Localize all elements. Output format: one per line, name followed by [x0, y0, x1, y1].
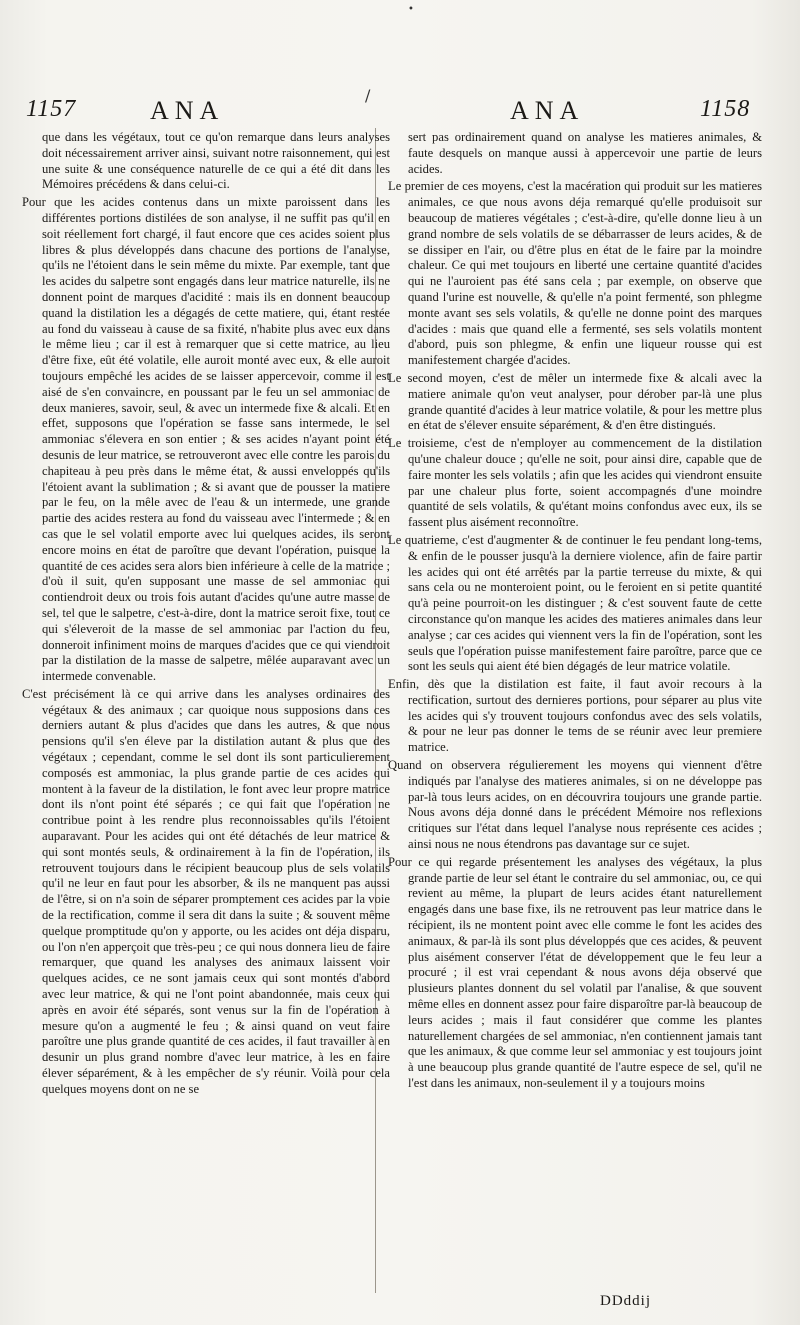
ink-speck: • [408, 4, 414, 15]
right-column [388, 130, 762, 1094]
paragraph: C'est précisément là ce qui arrive dans les analyses ordinaires des végétaux & des animaux ; car quoique nous supposions dans ces derniers autant & plus d'acides que dans les autres, & que nous pensions qu'il s'en éleve par la distilation autant & plus que des végétaux ; cependant, comme le sel dont ils sont particulierement composés est ammoniac, la plus grande partie de ces acides qui montent à la faveur de la distilation, le font avec leur propre matrice dont ils n'ont point été séparés ; ce qui fait que l'opération ne contribue point à les rendre plus reconnoissables qu'ils l'étoient auparavant. Pour les acides qui ont été détachés de leur matrice & qui sont montés seuls, & ordinairement à la fin de l'opération, ils retrouvent toujours dans le récipient beaucoup plus de sels volatils qu'il ne leur en faut pour les absorber, & ils ne manquent pas aussi de l'être, si on n'a soin de séparer promptement ces acides par la voie de la rectification, comme il sera dit dans la suite ; & souvent même quelque promptitude qu'on y apporte, ou les acides ont déja disparu, ou l'on n'en apperçoit que très-peu ; ce qui nous donnera lieu de faire remarquer, que quand les analyses des animaux laissent voir quelques acides, ce ne sont jamais ceux qui sont montés d'abord avec leur matrice, & qui ne l'ont point abandonnée, mais ceux qui après en avoir été séparés, sont venus sur la fin de l'opération à mesure qu'on a augmenté le feu ; & ainsi quand on veut faire paroître une plus grande quantité de ces acides, il faut travailler à en desunir un plus grand nombre d'avec leur matrice, à les en faire élever séparément, & à les empêcher de s'y réunir. Voilà pour cela quelques moyens dont on ne se [22, 686, 390, 1096]
paragraph: Pour que les acides contenus dans un mixte paroissent dans les différentes portions distilées de son analyse, il ne suffit pas qu'il en soit réellement fort chargé, il faut encore que ces acides soient plus libres & plus développés dans chacune des portions de l'analyse, qu'ils ne l'étoient dans le sein même du mixte. Par exemple, tant que les acides du salpetre sont engagés dans leur matrice naturelle, ils ne donnent point de marques d'acidité : mais ils en donnent beaucoup quand la distilation les a dégagés de cette matiere, qui, étant restée au fond du vaisseau à cause de sa fixité, n'habite plus avec eux dans le même lieu ; car il est à remarquer que si cette matrice, au lieu d'être fixe, eût été volatile, elle auroit monté avec eux, & elle auroit toujours empêché les acides de se laisser appercevoir, comme il est aisé de s'en convaincre, en poussant par le feu un sel ammoniac de deux manieres, savoir, seul, & avec un intermede fixe & alcali. Et en effet, supposons que l'opération se fasse sans intermede, le sel ammoniac s'élevera en son entier ; & ses acides n'ayant point été desunis de leur matrice, se retrouveront avec elle contre les parois du chapiteau à peu près dans le même état, & aussi enveloppés qu'ils l'étoient avant la sublimation ; & si avant que de pousser la matiere par le feu, on la mêle avec de l'eau & un intermede, une grande partie des acides restera au fond du vaisseau avec l'intermede ; & en cas que le sel volatil emporte avec lui quelques acides, ils seront encore moins en état de paroître que devant l'opération, puisque la quantité de ces acides sera alors bien inférieure à celle de la matrice ; d'où il suit, qu'en supposant une masse de sel ammoniac qui contiendroit deux ou trois fois autant d'acides qu'une autre masse de sel, tel que le salpetre, c'est-à-dire, dont la matrice seroit fixe, tout ce qui s'éleveroit de la masse de sel ammoniac par l'action du feu, donneroit infiniment moins de marques d'acides que ce qui viendroit par la distilation de la masse de salpetre, mêlée auparavant avec un intermede convenable. [22, 195, 390, 684]
paragraph: Le troisieme, c'est de n'employer au commencement de la distilation qu'une chaleur douce ; qu'elle ne soit, pour ainsi dire, capable que de faire monter les sels volatils ; afin que les acides qui viendront ensuite par une chaleur plus forte, soient accompagnés d'une moindre quantité de sels volatils, & qu'étant moins confondus avec eux, ils se fassent plus aisément reconnoître. [388, 436, 762, 530]
printer-signature: DDddij [600, 1293, 651, 1309]
left-column [22, 130, 390, 1100]
paragraph: Enfin, dès que la distilation est faite, il faut avoir recours à la rectification, surtout des dernieres portions, pour séparer au plus vite les acides qui s'y trouvent toujours confondus avec des sels volatils, & pour ne leur pas donner le tems de se réunir avec leur premiere matrice. [388, 677, 762, 755]
running-head-left: ANA [150, 96, 225, 125]
page-number-left: 1157 [26, 96, 77, 122]
paragraph: Quand on observera régulierement les moyens qui viennent d'être indiqués par l'analyse des matieres animales, si on ne développe pas par-là tous leurs acides, on en découvrira toujours une grande partie. Nous avons déja donné dans le précédent Mémoire nos reflexions critiques sur l'état dans lequel l'analyse nous représente ces acides ; ainsi nous ne nous étendrons pas davantage sur ce sujet. [388, 758, 762, 852]
paragraph: Le quatrieme, c'est d'augmenter & de continuer le feu pendant long-tems, & enfin de le pousser jusqu'à la derniere violence, afin de faire partir les acides qui ont été arrêtés par la partie terreuse du mixte, & qui sans cela ou ne monteroient point, ou le feroient en si petite quantité qu'à peine pourroit-on les distinguer ; & c'est souvent faute de cette circonstance qu'on manque les acides des matieres animales dans leur analyse ; car ces acides qui viennent vers la fin de l'opération, sont les seuls que l'opération puisse manifestement faire paroître, parce que ce sont les seuls qui aient été bien dégagés de leur matrice volatile. [388, 532, 762, 674]
paragraph: Le premier de ces moyens, c'est la macération qui produit sur les matieres animales, ce que nous avons déja remarqué qu'elle produisoit sur beaucoup de matieres végétales ; c'est-à-dire, qu'elle donne lieu à un grand nombre de sels volatils de se débarrasser de leurs acides, & de se dissiper en l'air, ou d'être plus en état de le faire par la moindre chaleur. Ce qui met toujours en liberté une certaine quantité d'acides qui ne l'auroient pas été sans cela ; par exemple, on observe que quand l'urine est nouvelle, & qu'elle n'a point fermenté, son phlegme monte avant ses sels volatils, & qu'elle ne donne point des marques d'acides : mais que quand elle a fermenté, ses sels volatils montent d'abord, puis son phlegme, & enfin une liqueur rousse qui est manifestement chargée d'acides. [388, 179, 762, 368]
ink-mark: / [365, 86, 371, 105]
paragraph: Pour ce qui regarde présentement les analyses des végétaux, la plus grande partie de leur sel étant le contraire du sel ammoniac, ou, ce qui revient au même, la plupart de leurs acides étant naturellement engagés dans une base fixe, ils ne retrouvent pas leur matrice dans le récipient, ils ne montent point avec elle comme le font les acides des animaux, & par-là ils sont plus développés que ces acides, & peuvent plus aisément conserver l'état de développement que le feu leur a procuré ; il est vrai cependant & nous avons déja observé que plusieurs plantes donnent du sel volatil par l'analise, & que souvent même elles en donnent assez pour faire disparoître par-là beaucoup de leurs acides ; mais il faut considérer que comme les plantes naturellement chargées de sel ammoniac, n'en contiennent jamais tant que les animaux, & que comme leur sel ammoniac y est toujours joint à une beaucoup plus grande quantité de l'autre espece de sel, qu'il ne l'est dans les animaux, non-seulement il y a toujours moins [388, 854, 762, 1091]
paragraph: sert pas ordinairement quand on analyse les matieres animales, & faute desquels on manque aussi à appercevoir une partie de leurs acides. [408, 130, 762, 176]
paragraph: que dans les végétaux, tout ce qu'on remarque dans leurs analyses doit nécessairement arriver ainsi, suivant notre raisonnement, qui est une suite & une conséquence naturelle de ce qui a été dit dans les Mémoires précédens & dans celui-ci. [42, 130, 390, 192]
page-number-right: 1158 [700, 96, 751, 122]
running-head-right: ANA [510, 96, 585, 125]
paragraph: Le second moyen, c'est de mêler un intermede fixe & alcali avec la matiere animale qu'on veut analyser, pour dérober par-là une plus grande quantité d'acides à leur matrice volatile, & pour les mettre plus en état de s'élever ensuite séparément, & d'en être distingués. [388, 370, 762, 433]
